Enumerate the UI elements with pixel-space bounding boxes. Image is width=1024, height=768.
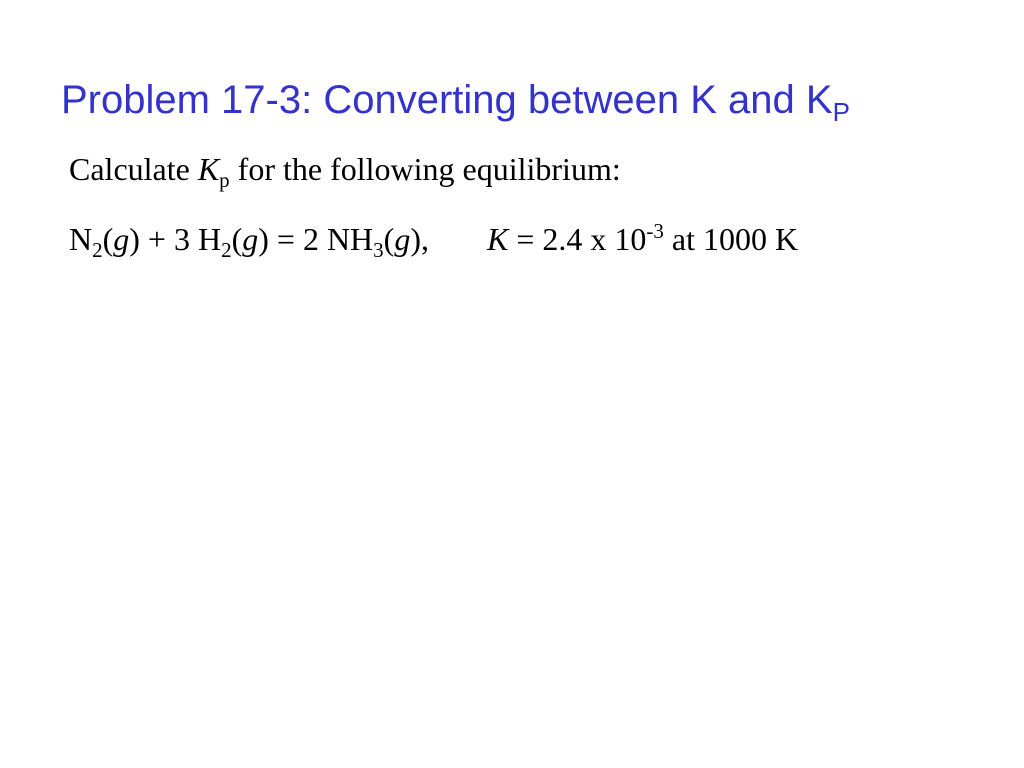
title-text: Problem 17-3: Converting between K and K bbox=[61, 78, 833, 122]
equation-paren-3: ( bbox=[383, 221, 395, 257]
statement-tail: for the following equilibrium: bbox=[229, 151, 621, 187]
problem-statement bbox=[69, 150, 621, 192]
equation-h2: ) + 3 H bbox=[129, 221, 222, 257]
equation-gas-state-1: g bbox=[113, 221, 130, 257]
title-subscript: P bbox=[832, 97, 850, 127]
kp-symbol: K bbox=[197, 151, 220, 187]
equilibrium-constant-exponent: -3 bbox=[646, 219, 664, 243]
equation-nh3: ) = 2 NH bbox=[258, 221, 374, 257]
equilibrium-constant-symbol: K bbox=[486, 221, 509, 257]
equilibrium-equation bbox=[69, 220, 798, 262]
equation-end: ), bbox=[410, 221, 429, 257]
statement-lead: Calculate bbox=[69, 151, 198, 187]
equation-nh3-subscript: 3 bbox=[373, 238, 384, 262]
temperature-condition: at 1000 K bbox=[663, 221, 799, 257]
slide-title bbox=[61, 76, 850, 128]
equation-paren-1: ( bbox=[102, 221, 114, 257]
equilibrium-constant-value: = 2.4 x 10 bbox=[508, 221, 647, 257]
kp-subscript: p bbox=[219, 168, 230, 192]
equation-h2-subscript: 2 bbox=[221, 238, 232, 262]
equation-paren-2: ( bbox=[231, 221, 243, 257]
equation-gas-state-3: g bbox=[394, 221, 411, 257]
equation-n2-subscript: 2 bbox=[92, 238, 103, 262]
equation-gas-state-2: g bbox=[242, 221, 259, 257]
equation-n2: N bbox=[69, 221, 93, 257]
